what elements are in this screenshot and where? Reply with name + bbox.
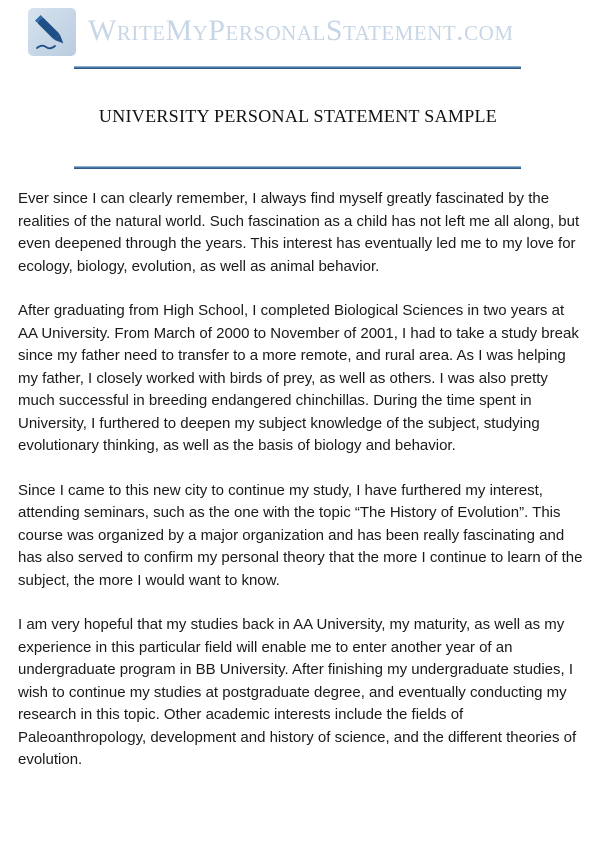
document-title: UNIVERSITY PERSONAL STATEMENT SAMPLE: [98, 106, 498, 126]
site-logo[interactable]: [28, 8, 76, 56]
top-divider: [74, 66, 521, 69]
site-name[interactable]: WriteMyPersonalStatement.com: [88, 14, 514, 47]
paragraph: Ever since I can clearly remember, I always find myself greatly fascinated by the realities of the natural world. Such fascination as a child has not left me all along, but even deepened through the years. This interest has eventually led me to my love for ecology, biology, evolution, as well as animal behavior.: [18, 190, 580, 275]
paragraph: Since I came to this new city to continue my study, I have furthered my interest, attending seminars, such as the one with the topic “The History of Evolution”. This course was organized by a major organization and has been really fascinating and has also served to confirm my personal theory that the more I continue to learn of the subject, the more I would want to know.: [18, 481, 583, 589]
pen-icon: [28, 8, 76, 56]
paragraph: I am very hopeful that my studies back in AA University, my maturity, as well as my experience in this particular field will enable me to enter another year of an undergraduate program in BB University. After finishing my undergraduate studies, I wish to continue my studies at postgraduate degree, and eventually conducting my research in this topic. Other academic interests include the fields of Paleoanthropology, development and history of science, and the different theories of evolution.: [18, 616, 577, 768]
bottom-divider: [74, 166, 521, 169]
page-header: [0, 0, 596, 60]
paragraph: After graduating from High School, I completed Biological Sciences in two years at AA University. From March of 2000 to November of 2001, I had to take a study break since my father need to transfer to a more remote, and rural area. As I was helping my father, I closely worked with birds of prey, as well as others. I was also pretty much successful in breeding endangered chinchillas. During the time spent in University, I furthered to deepen my subject knowledge of the subject, studying evolutionary thinking, as well as the basis of biology and behavior.: [18, 302, 579, 454]
statement-body: [18, 188, 584, 794]
